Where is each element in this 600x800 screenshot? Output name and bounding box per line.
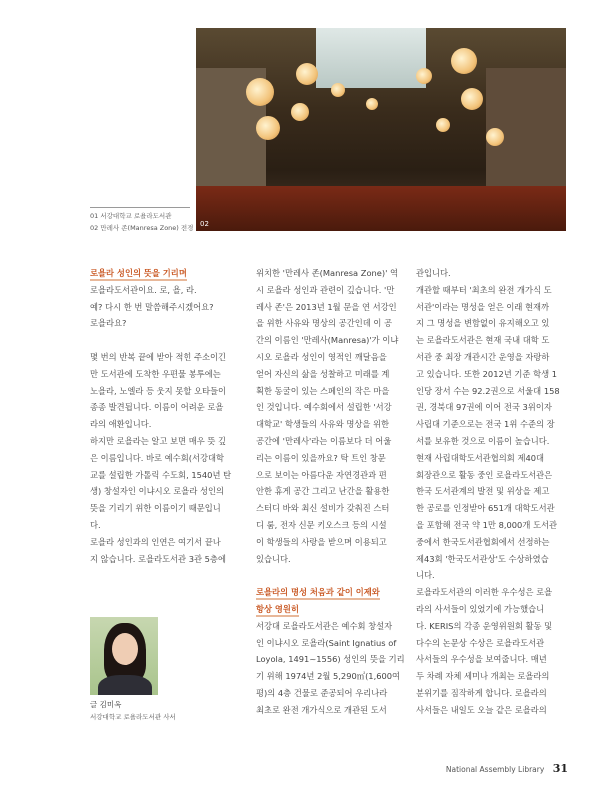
- subhead-col2-line2: 항상 영원히: [256, 601, 406, 618]
- publication-name: National Assembly Library: [445, 765, 545, 774]
- page-number: 31: [552, 762, 568, 775]
- column-2: [256, 265, 406, 719]
- caption-02-text: 만레사 존(Manresa Zone) 전경: [100, 224, 194, 232]
- caption-01: [90, 211, 172, 220]
- author-credit: [90, 699, 176, 721]
- library-interior-photo: [196, 28, 566, 231]
- author-portrait: [90, 617, 158, 695]
- page-footer: [446, 762, 568, 775]
- subhead-col2-line1: 로욜라의 명성 처음과 같이 이제와: [256, 584, 406, 601]
- col1-dialogue: 로욜라도서관이요. 로, 욜, 라. 예? 다시 한 번 말씀해주시겠어요? 로욜라요?: [90, 284, 214, 329]
- author-prefix: 글: [90, 700, 98, 709]
- col1-body: 몇 번의 반복 끝에 받아 적힌 주소이긴 만 도서관에 도착한 우편물 봉투에는 노욜라, 노엘라 등 웃지 못할 오타들이 종종 발견됩니다. 이름이 어려운 로욜 라의 애환입니다. 하지만 로욜라는 알고 보면 매우 뜻 깊 은 이름입니다. 바로 예수회(서강대학 교를 설립한 가톨릭 수도회, 1540년 탄 생) 창설자인 이냐시오 로욜라 성인의 뜻을 기리기 위한 이름이기 때문입니 다. 로욜라 성인과의 인연은 여기서 끝나 지 않습니다. 로욜라도서관 3관 5층에: [90, 351, 232, 564]
- caption-rule: [90, 207, 190, 208]
- caption-02-num: 02: [90, 224, 99, 232]
- column-3: 관입니다. 개관할 때부터 '최초의 완전 개가식 도 서관'이라는 명성을 얻은 이래 현재까 지 그 명성을 변함없이 유지해오고 있 는 로욜라도서관은 현재 국내 대학 도 서관 중 최장 개관시간 운영을 자랑하 고 있습니다. 또한 2012년 기준 학생 1 인당 장서 수는 92.2권으로 서울대 158 권, 경북대 97권에 이어 전국 3위이자 사립대 기준으로는 전국 1위 수준의 장 서를 보유한 것으로 이름이 높습니다. 현재 사립대학도서관협의회 제40대 회장관으로 활동 중인 로욜라도서관은 한국 도서관계의 발전 및 위상을 제고 한 공로를 인정받아 651개 대학도서관 을 포함해 전국 약 1만 8,000개 도서관 중에서 한국도서관협회에서 선정하는 제43회 '한국도서관상'도 수상하였습 니다. 로욜라도서관의 이러한 우수성은 로욜 라의 사서들이 있었기에 가능했습니 다. KERIS의 각종 운영위원회 활동 및 다수의 논문상 수상은 로욜라도서관 사서들의 우수성을 보여줍니다. 매년 두 차례 자체 세미나 개최는 로욜라의 분위기를 짐작하게 합니다. 로욜라의 사서들은 내일도 오늘 같은 로욜라의: [416, 268, 560, 715]
- caption-02: [90, 223, 193, 232]
- column-1: [90, 265, 240, 567]
- col2-body-a: 위치한 '만레사 존(Manresa Zone)' 역 시 로욜라 성인과 관련이 깊습니다. '만 레사 존'은 2013년 1월 문을 연 서강인 을 위한 사유와 명상의 공간인데 이 공 간의 이름인 '만레사(Manresa)'가 이냐 시오 로욜라 성인이 영적인 깨달음을 얻어 자신의 삶을 성찰하고 미래를 계 획한 동굴이 있는 스페인의 작은 마을 인 것입니다. 예수회에서 설립한 '서강 대학교' 학생들의 사유와 명상을 위한 공간에 '만레사'라는 이름보다 더 어울 리는 이름이 있을까요? 탁 트인 창문 으로 보이는 아름다운 자연경관과 편 안한 휴게 공간 그리고 난간을 활용한 스터디 바와 최신 설비가 갖춰진 스터 디 룸, 전자 신문 키오스크 등의 시설 이 학생들의 사랑을 받으며 이용되고 있습니다.: [256, 268, 399, 564]
- caption-01-text: 서강대학교 로욜라도서관: [100, 212, 172, 220]
- photo-number: 02: [200, 220, 209, 228]
- col2-body-b: 서강대 로욜라도서관은 예수회 창설자 인 이냐시오 로욜라(Saint Ignatius of Loyola, 1491~1556) 성인의 뜻을 기리 기 위해 1974년 2월 5,290㎡(1,600여 평)의 4층 건물로 준공되어 우리나라 최초로 완전 개가식으로 개관된 도서: [256, 620, 405, 715]
- caption-01-num: 01: [90, 212, 99, 220]
- author-name: 김미옥: [99, 700, 122, 709]
- author-role: 서강대학교 로욜라도서관 사서: [90, 713, 176, 721]
- subhead-col1: 로욜라 성인의 뜻을 기리며: [90, 265, 240, 282]
